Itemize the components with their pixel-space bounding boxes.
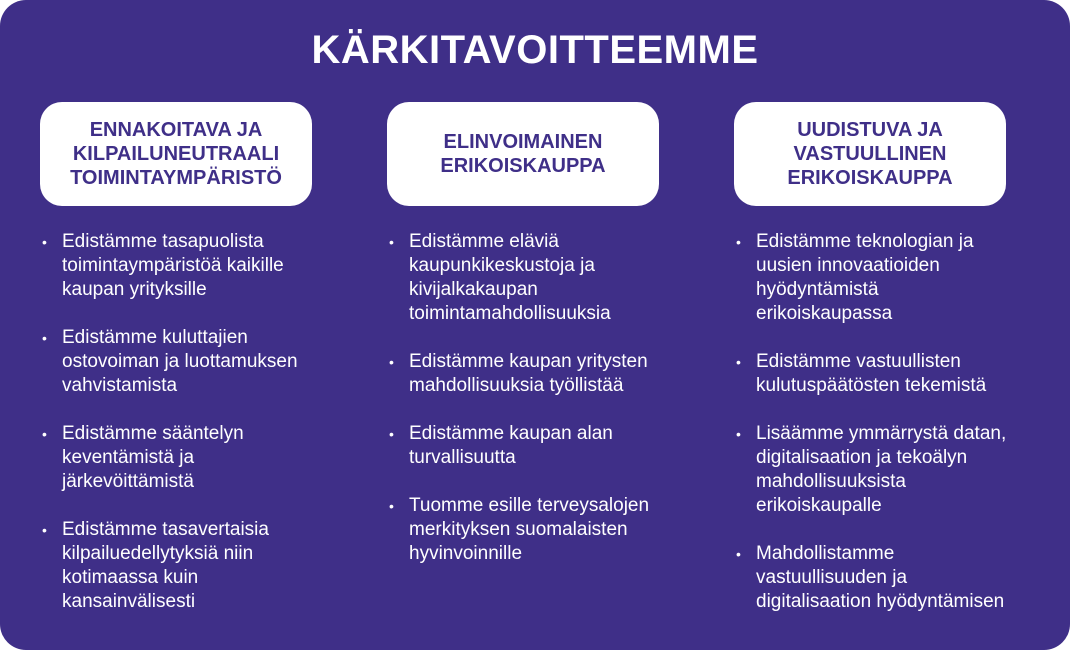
goal-list — [40, 230, 358, 614]
list-item: • Edistämme kuluttajien ostovoiman ja luottamuksen vahvistamista — [40, 326, 358, 398]
list-item: • Edistämme teknologian ja uusien innovaatioiden hyödyntämistä erikoiskaupassa — [734, 230, 1052, 326]
list-item: • Edistämme tasavertaisia kilpailuedellytyksiä niin kotimaassa kuin kansainvälisesti — [40, 518, 358, 614]
list-item: • Tuomme esille terveysalojen merkityksen suomalaisten hyvinvoinnille — [387, 494, 705, 566]
goal-column-2 — [387, 102, 705, 590]
goal-column-1 — [40, 102, 358, 638]
list-item: • Edistämme vastuullisten kulutuspäätösten tekemistä — [734, 350, 1052, 398]
list-item: • Edistämme sääntelyn keventämistä ja järkevöittämistä — [40, 422, 358, 494]
goal-heading-box — [40, 102, 312, 206]
list-item: • Edistämme kaupan yritysten mahdollisuuksia työllistää — [387, 350, 705, 398]
page-title: KÄRKITAVOITTEEMME — [311, 28, 759, 72]
goal-heading-box — [387, 102, 659, 206]
list-item: • Edistämme eläviä kaupunkikeskustoja ja kivijalkakaupan toimintamahdollisuuksia — [387, 230, 705, 326]
list-item: • Edistämme tasapuolista toimintaympäristöä kaikille kaupan yrityksille — [40, 230, 358, 302]
goal-column-3 — [734, 102, 1052, 638]
goal-heading: ELINVOIMAINEN ERIKOISKAUPPA — [440, 131, 606, 177]
goal-list — [387, 230, 705, 566]
goal-heading: UUDISTUVA JA VASTUULLINEN ERIKOISKAUPPA — [787, 119, 953, 189]
list-item: • Lisäämme ymmärrystä datan, digitalisaation ja tekoälyn mahdollisuuksista erikoiskaupalle — [734, 422, 1052, 518]
list-item: • Mahdollistamme vastuullisuuden ja digitalisaation hyödyntämisen — [734, 542, 1052, 614]
goal-list — [734, 230, 1052, 614]
list-item: • Edistämme kaupan alan turvallisuutta — [387, 422, 705, 470]
goal-heading: ENNAKOITAVA JA KILPAILUNEUTRAALI TOIMINTAYMPÄRISTÖ — [70, 119, 282, 189]
goal-heading-box — [734, 102, 1006, 206]
